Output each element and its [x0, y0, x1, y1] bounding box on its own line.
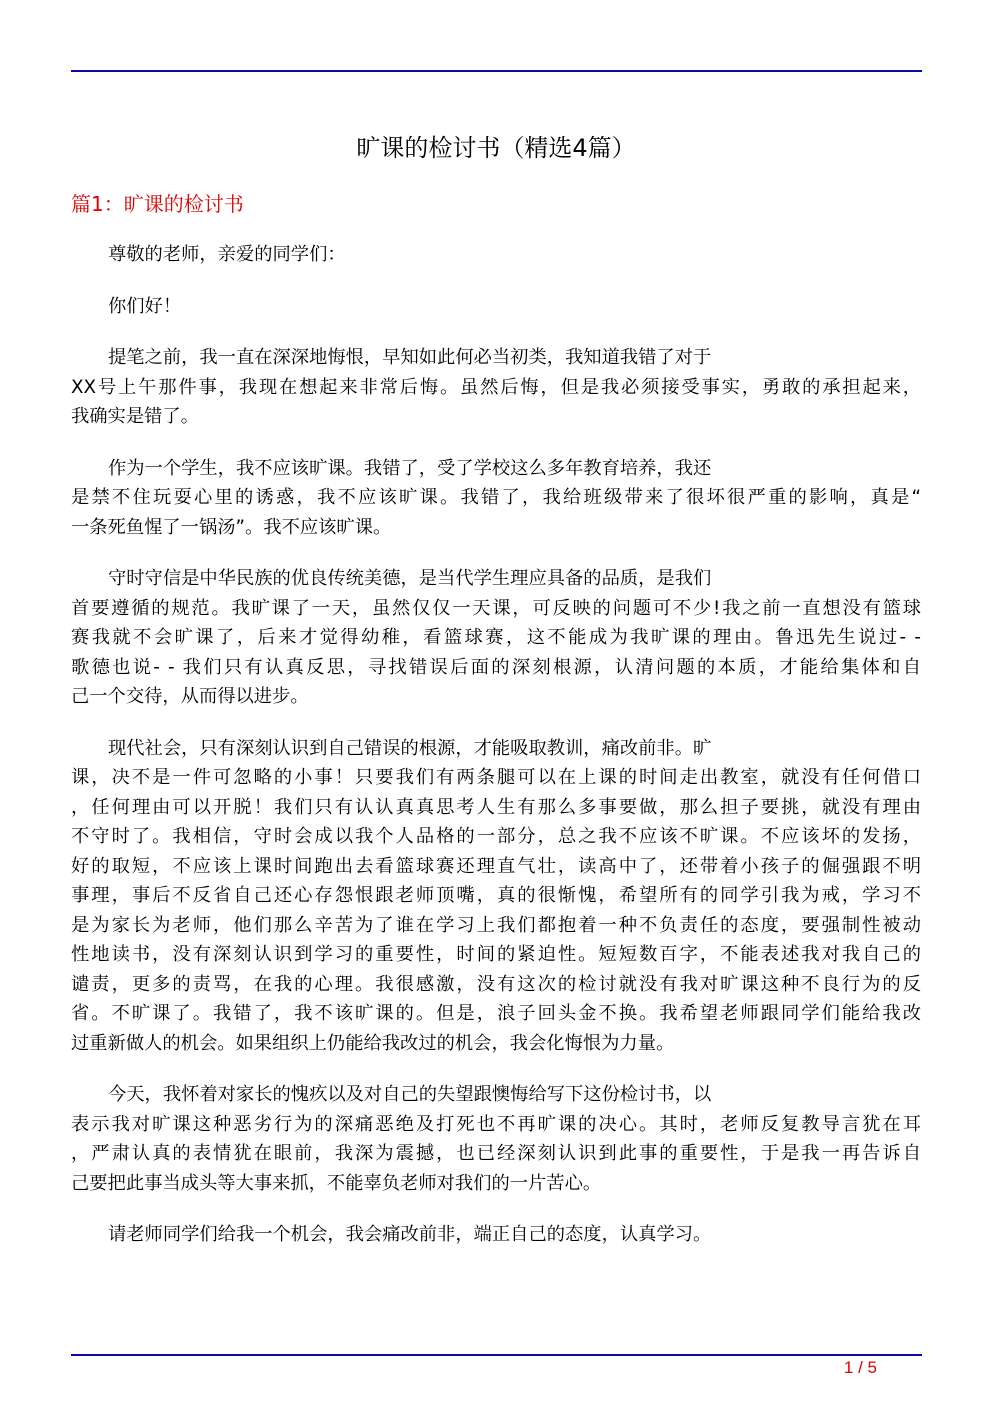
document-title: 旷课的检讨书（精选4篇）: [356, 134, 636, 162]
paragraph-line: 己一个交待，从而得以进步。: [71, 686, 309, 707]
paragraph-line: 歌德也说- - 我们只有认真反思，寻找错误后面的深刻根源，认清问题的本质，才能给集体和自: [71, 656, 921, 678]
footer-rule: [71, 1354, 922, 1356]
paragraph-line: 请老师同学们给我一个机会，我会痛改前非，端正自己的态度，认真学习。: [108, 1224, 712, 1245]
section-heading: 篇1：旷课的检讨书: [71, 192, 244, 216]
paragraph: [71, 454, 921, 543]
paragraph: [71, 564, 921, 712]
paragraph-line: 赛我就不会旷课了，后来才觉得幼稚，看篮球赛，这不能成为我旷课的理由。鲁迅先生说过- -: [71, 627, 921, 648]
paragraph-line: 表示我对旷课这种恶劣行为的深痛恶绝及打死也不再旷课的决心。其时，老师反复教导言犹在耳: [71, 1113, 921, 1135]
page-indicator: 1 / 5: [843, 1358, 877, 1377]
paragraph: [71, 1220, 921, 1250]
paragraph-line: 课，决不是一件可忽略的小事！只要我们有两条腿可以在上课的时间走出教室，就没有任何借口: [71, 767, 921, 788]
paragraph-line: 提笔之前，我一直在深深地悔恨，早知如此何必当初类，我知道我错了对于: [108, 347, 712, 368]
paragraph: [71, 734, 921, 1059]
paragraph: [71, 240, 921, 270]
paragraph-line: 一条死鱼惺了一锅汤”。我不应该旷课。: [71, 516, 392, 538]
paragraph: [71, 1080, 921, 1198]
paragraph-line: 好的取短，不应该上课时间跑出去看篮球赛还理直气壮，读高中了，还带着小孩子的倔强跟不明: [71, 855, 921, 877]
paragraph-line: 是为家长为老师，他们那么辛苦为了谁在学习上我们都抱着一种不负责任的态度，要强制性被动: [71, 914, 921, 936]
paragraph-line: ，任何理由可以开脱！我们只有认认真真思考人生有那么多事要做，那么担子要挑，就没有理由: [71, 796, 921, 818]
paragraph-line: 不守时了。我相信，守时会成以我个人品格的一部分，总之我不应该不旷课。不应该坏的发扬，: [71, 826, 921, 847]
document-body: [71, 240, 921, 1272]
paragraph-line: 尊敬的老师，亲爱的同学们：: [108, 244, 346, 265]
header-rule: [71, 70, 922, 72]
paragraph-line: 我确实是错了。: [71, 406, 199, 427]
paragraph-line: 事理，事后不反省自己还心存怨恨跟老师顶嘴，真的很惭愧，希望所有的同学引我为戒，学习不: [71, 885, 921, 906]
paragraph-line: XX号上午那件事，我现在想起来非常后悔。虽然后悔，但是我必须接受事实，勇敢的承担起来，: [71, 376, 921, 398]
paragraph-line: 你们好！: [108, 295, 182, 317]
paragraph-line: 过重新做人的机会。如果组织上仍能给我改过的机会，我会化悔恨为力量。: [71, 1032, 675, 1054]
paragraph-line: 是禁不住玩耍心里的诱惑，我不应该旷课。我错了，我给班级带来了很坏很严重的影响，真是“: [71, 487, 921, 508]
paragraph-line: ，严肃认真的表情犹在眼前，我深为震撼，也已经深刻认识到此事的重要性，于是我一再告诉自: [71, 1143, 921, 1164]
paragraph-line: 作为一个学生，我不应该旷课。我错了，受了学校这么多年教育培养，我还: [108, 457, 712, 479]
paragraph-line: 今天，我怀着对家长的愧疚以及对自己的失望跟懊悔给写下这份检讨书，以: [108, 1084, 712, 1105]
paragraph-line: 首要遵循的规范。我旷课了一天，虽然仅仅一天课，可反映的问题可不少!我之前一直想没有篮球: [71, 597, 921, 619]
paragraph-line: 性地读书，没有深刻认识到学习的重要性，时间的紧迫性。短短数百字，不能表述我对我自己的: [71, 944, 921, 965]
paragraph-line: 省。不旷课了。我错了，我不该旷课的。但是，浪子回头金不换。我希望老师跟同学们能给我改: [71, 1003, 921, 1024]
paragraph-line: 现代社会，只有深刻认识到自己错误的根源，才能吸取教训，痛改前非。旷: [108, 737, 712, 759]
paragraph: [71, 292, 921, 322]
paragraph: [71, 343, 921, 432]
paragraph-line: 己要把此事当成头等大事来抓，不能辜负老师对我们的一片苦心。: [71, 1172, 602, 1194]
paragraph-line: 谴责，更多的责骂，在我的心理。我很感激，没有这次的检讨就没有我对旷课这种不良行为的反: [71, 973, 921, 995]
paragraph-line: 守时守信是中华民族的优良传统美德，是当代学生理应具备的品质，是我们: [108, 568, 712, 589]
